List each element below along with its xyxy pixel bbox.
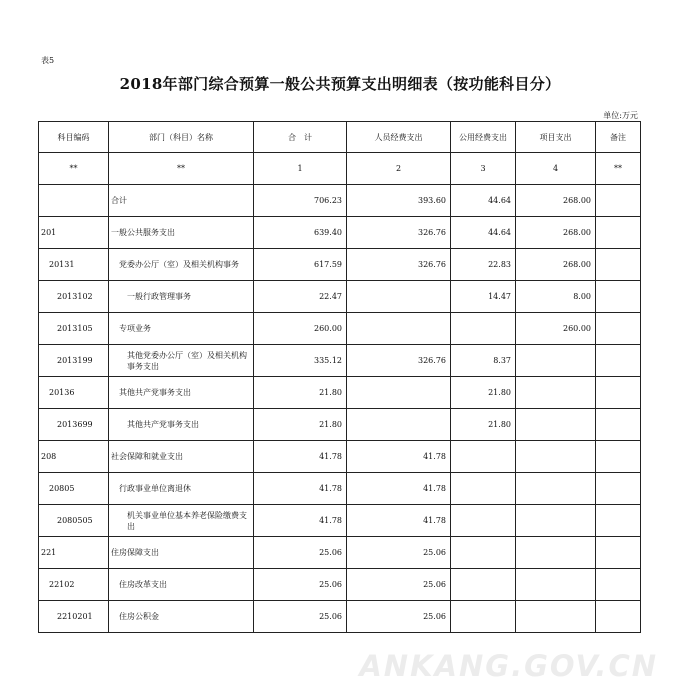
project-value [516,505,596,537]
total-value: 21.80 [254,409,347,441]
page-title: 2018年部门综合预算一般公共预算支出明细表（按功能科目分） [119,75,561,93]
table-row [39,185,641,217]
header-public: 公用经费支出 [451,122,516,153]
subject-code: 201 [39,217,109,249]
subject-code: 208 [39,441,109,473]
project-value: 8.00 [516,281,596,313]
table-row [39,217,641,249]
personnel-value: 41.78 [347,505,451,537]
project-value [516,345,596,377]
header-project: 项目支出 [516,122,596,153]
code-cell: ** [39,153,109,185]
table-row [39,313,641,345]
subject-name: 其他共产党事务支出 [109,377,254,409]
site-watermark: ANKANG.GOV.CN [359,649,658,683]
table-row [39,249,641,281]
total-value: 25.06 [254,537,347,569]
project-value [516,409,596,441]
subject-code: 2013105 [39,313,109,345]
table-number-label: 表5 [41,56,55,65]
subject-code: 221 [39,537,109,569]
subject-code: 20136 [39,377,109,409]
subject-name: 社会保障和就业支出 [109,441,254,473]
subject-name: 合计 [109,185,254,217]
subject-code: 20131 [39,249,109,281]
table-row [39,473,641,505]
personnel-value [347,313,451,345]
note-value [596,505,641,537]
table-row [39,345,641,377]
public-value: 44.64 [451,217,516,249]
subject-code: 20805 [39,473,109,505]
subject-name: 住房公积金 [109,601,254,633]
personnel-value [347,377,451,409]
total-value: 41.78 [254,505,347,537]
total-value: 335.12 [254,345,347,377]
personnel-value: 41.78 [347,441,451,473]
personnel-value: 326.76 [347,217,451,249]
table-row [39,569,641,601]
personnel-value: 326.76 [347,249,451,281]
public-value: 21.80 [451,377,516,409]
project-value [516,569,596,601]
public-value: 22.83 [451,249,516,281]
table-row [39,409,641,441]
note-value [596,185,641,217]
code-cell: ** [109,153,254,185]
subject-code: 2080505 [39,505,109,537]
note-value [596,281,641,313]
code-cell: ** [596,153,641,185]
total-value: 22.47 [254,281,347,313]
unit-label: 单位:万元 [603,111,638,120]
note-value [596,409,641,441]
table-row [39,377,641,409]
note-value [596,441,641,473]
header-total: 合 计 [254,122,347,153]
note-value [596,537,641,569]
subject-name: 其他党委办公厅（室）及相关机构事务支出 [109,345,254,377]
total-value: 639.40 [254,217,347,249]
total-value: 41.78 [254,441,347,473]
code-cell: 3 [451,153,516,185]
personnel-value [347,409,451,441]
public-value [451,313,516,345]
total-value: 21.80 [254,377,347,409]
note-value [596,377,641,409]
note-value [596,249,641,281]
total-value: 260.00 [254,313,347,345]
personnel-value: 41.78 [347,473,451,505]
total-value: 617.59 [254,249,347,281]
subject-name: 住房改革支出 [109,569,254,601]
header-personnel: 人员经费支出 [347,122,451,153]
note-value [596,569,641,601]
total-value: 706.23 [254,185,347,217]
public-value: 8.37 [451,345,516,377]
note-value [596,345,641,377]
personnel-value: 25.06 [347,569,451,601]
subject-name: 专项业务 [109,313,254,345]
public-value [451,601,516,633]
project-value: 268.00 [516,249,596,281]
project-value: 268.00 [516,185,596,217]
project-value: 268.00 [516,217,596,249]
project-value [516,377,596,409]
public-value [451,569,516,601]
project-value [516,473,596,505]
subject-name: 一般公共服务支出 [109,217,254,249]
code-cell: 1 [254,153,347,185]
header-note: 备注 [596,122,641,153]
subject-code: 2013199 [39,345,109,377]
project-value [516,441,596,473]
personnel-value [347,281,451,313]
subject-name: 党委办公厅（室）及相关机构事务 [109,249,254,281]
project-value [516,537,596,569]
subject-name: 一般行政管理事务 [109,281,254,313]
note-value [596,313,641,345]
note-value [596,217,641,249]
column-code-row [39,153,641,185]
public-value [451,441,516,473]
table-row [39,281,641,313]
header-code: 科目编码 [39,122,109,153]
subject-code: 2013699 [39,409,109,441]
public-value: 44.64 [451,185,516,217]
total-value: 41.78 [254,473,347,505]
subject-code: 22102 [39,569,109,601]
table-row [39,537,641,569]
note-value [596,601,641,633]
public-value [451,505,516,537]
personnel-value: 326.76 [347,345,451,377]
subject-code [39,185,109,217]
total-value: 25.06 [254,569,347,601]
personnel-value: 393.60 [347,185,451,217]
code-cell: 4 [516,153,596,185]
note-value [596,473,641,505]
table-row [39,601,641,633]
subject-code: 2013102 [39,281,109,313]
public-value: 14.47 [451,281,516,313]
header-name: 部门（科目）名称 [109,122,254,153]
public-value [451,537,516,569]
subject-code: 2210201 [39,601,109,633]
public-value [451,473,516,505]
subject-name: 机关事业单位基本养老保险缴费支出 [109,505,254,537]
table-row [39,505,641,537]
header-row [39,122,641,153]
subject-name: 其他共产党事务支出 [109,409,254,441]
code-cell: 2 [347,153,451,185]
table-row [39,441,641,473]
project-value: 260.00 [516,313,596,345]
personnel-value: 25.06 [347,601,451,633]
personnel-value: 25.06 [347,537,451,569]
subject-name: 住房保障支出 [109,537,254,569]
project-value [516,601,596,633]
budget-table [38,121,641,633]
subject-name: 行政事业单位离退休 [109,473,254,505]
public-value: 21.80 [451,409,516,441]
total-value: 25.06 [254,601,347,633]
